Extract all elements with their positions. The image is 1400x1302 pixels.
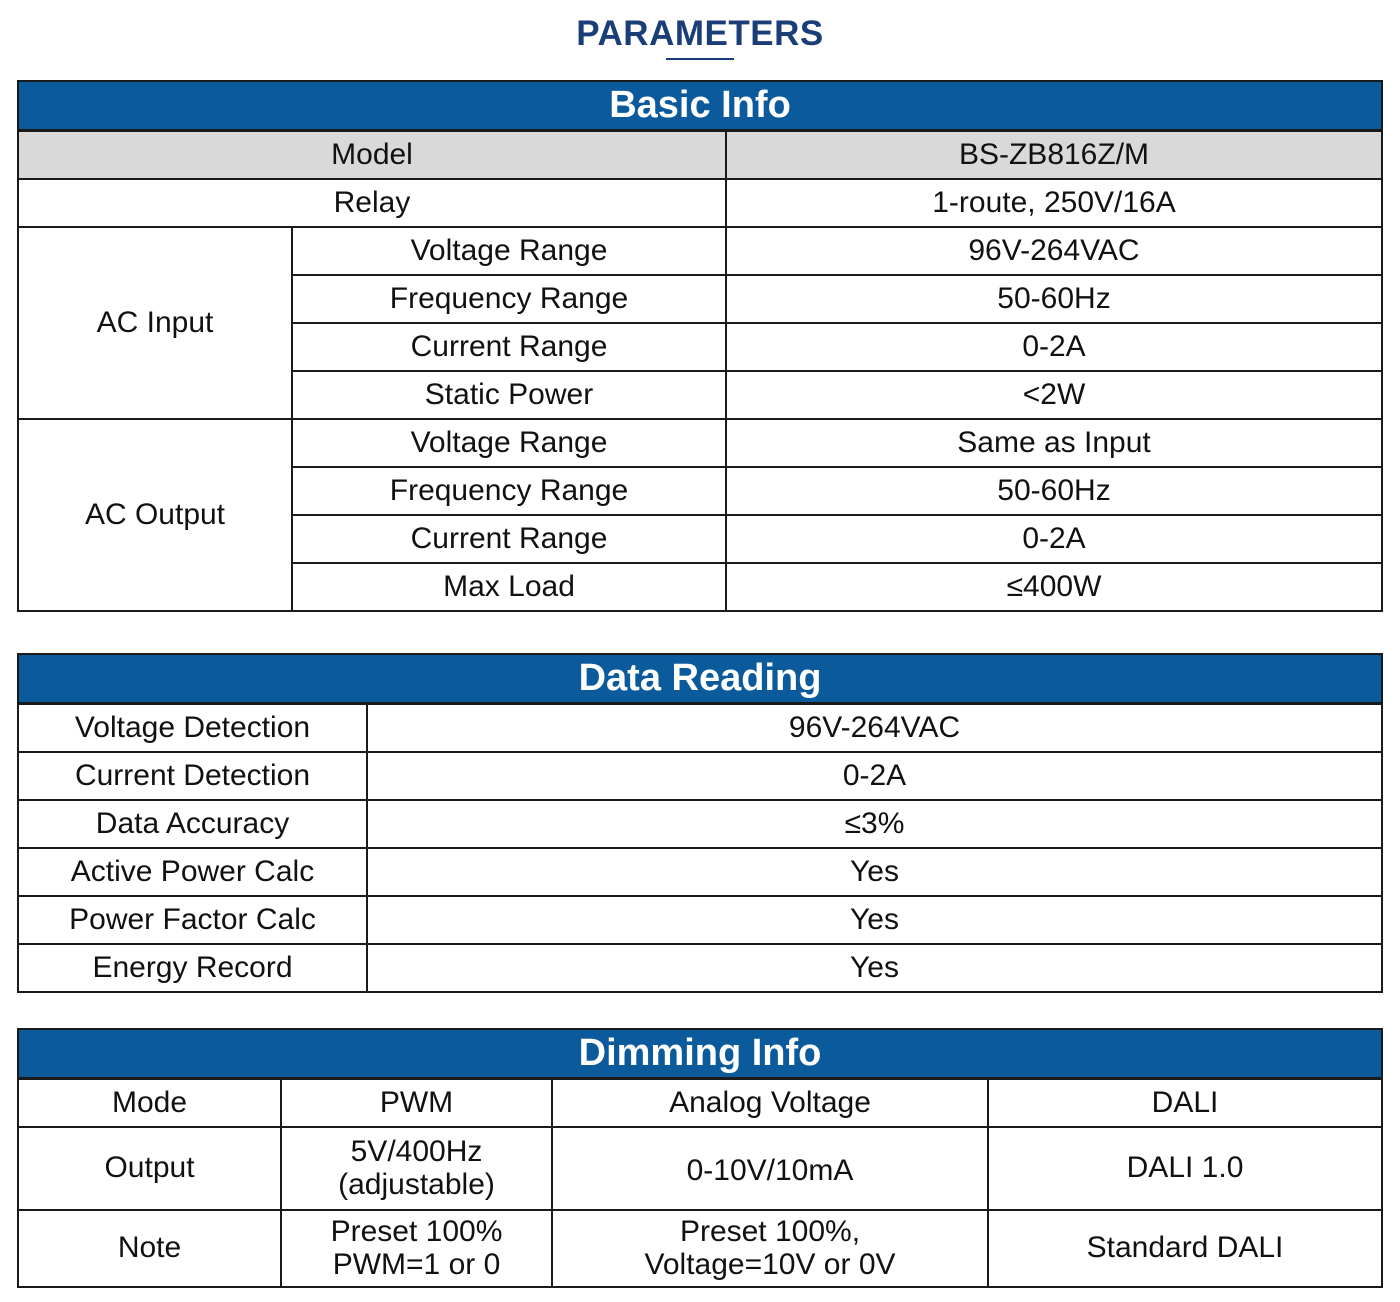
row-value: 0-2A <box>726 515 1382 563</box>
relay-label: Relay <box>18 179 726 227</box>
table-row <box>18 227 1382 275</box>
row-value: Same as Input <box>726 419 1382 467</box>
table-row <box>18 179 1382 227</box>
title-underline <box>666 58 734 60</box>
mode-analog: Analog Voltage <box>552 1079 988 1128</box>
data-reading-header: Data Reading <box>18 654 1382 704</box>
row-label: Static Power <box>292 371 726 419</box>
data-reading-table <box>17 653 1383 993</box>
output-dali: DALI 1.0 <box>988 1127 1382 1210</box>
dimming-info-table <box>17 1028 1383 1288</box>
row-value: <2W <box>726 371 1382 419</box>
note-pwm-line-1: Preset 100% <box>330 1215 503 1249</box>
row-value: 96V-264VAC <box>726 227 1382 275</box>
note-analog-line-2: Voltage=10V or 0V <box>644 1247 896 1281</box>
row-label: Energy Record <box>18 944 367 992</box>
row-label: Max Load <box>292 563 726 611</box>
table-row <box>18 944 1382 992</box>
table-row <box>18 419 1382 467</box>
row-label: Active Power Calc <box>18 848 367 896</box>
note-pwm-line-2: PWM=1 or 0 <box>332 1247 501 1281</box>
table-row <box>18 800 1382 848</box>
dimming-info-header: Dimming Info <box>18 1029 1382 1079</box>
row-label: Power Factor Calc <box>18 896 367 944</box>
output-pwm-line-2: (adjustable) <box>338 1167 495 1201</box>
row-value: ≤3% <box>367 800 1382 848</box>
table-row <box>18 752 1382 800</box>
row-label: Current Range <box>292 515 726 563</box>
output-pwm <box>281 1127 552 1210</box>
row-label: Voltage Range <box>292 419 726 467</box>
mode-label: Mode <box>18 1079 281 1128</box>
note-label: Note <box>18 1210 281 1287</box>
note-analog-line-1: Preset 100%, <box>679 1215 861 1249</box>
row-value: 0-2A <box>367 752 1382 800</box>
ac-input-label: AC Input <box>18 227 292 419</box>
ac-output-label: AC Output <box>18 419 292 611</box>
model-value: BS-ZB816Z/M <box>726 131 1382 180</box>
row-value: 96V-264VAC <box>367 704 1382 753</box>
basic-info-header: Basic Info <box>18 81 1382 131</box>
relay-value: 1-route, 250V/16A <box>726 179 1382 227</box>
row-value: 50-60Hz <box>726 275 1382 323</box>
model-label: Model <box>18 131 726 180</box>
row-value: Yes <box>367 848 1382 896</box>
table-row <box>18 896 1382 944</box>
note-analog <box>552 1210 988 1287</box>
table-row <box>18 131 1382 180</box>
table-row <box>18 848 1382 896</box>
row-value: 50-60Hz <box>726 467 1382 515</box>
row-label: Data Accuracy <box>18 800 367 848</box>
page-title: PARAMETERS <box>576 14 824 53</box>
basic-info-table <box>17 80 1383 612</box>
row-label: Current Range <box>292 323 726 371</box>
mode-dali: DALI <box>988 1079 1382 1128</box>
table-row <box>18 1210 1382 1287</box>
row-label: Voltage Detection <box>18 704 367 753</box>
table-row <box>18 1127 1382 1210</box>
row-label: Frequency Range <box>292 467 726 515</box>
row-value: ≤400W <box>726 563 1382 611</box>
mode-pwm: PWM <box>281 1079 552 1128</box>
table-row <box>18 704 1382 753</box>
output-label: Output <box>18 1127 281 1210</box>
row-value: Yes <box>367 944 1382 992</box>
table-row <box>18 1079 1382 1128</box>
row-label: Frequency Range <box>292 275 726 323</box>
row-label: Current Detection <box>18 752 367 800</box>
row-value: 0-2A <box>726 323 1382 371</box>
output-pwm-line-1: 5V/400Hz <box>350 1135 483 1169</box>
row-value: Yes <box>367 896 1382 944</box>
output-analog: 0-10V/10mA <box>552 1127 988 1210</box>
note-pwm <box>281 1210 552 1287</box>
row-label: Voltage Range <box>292 227 726 275</box>
note-dali: Standard DALI <box>988 1210 1382 1287</box>
